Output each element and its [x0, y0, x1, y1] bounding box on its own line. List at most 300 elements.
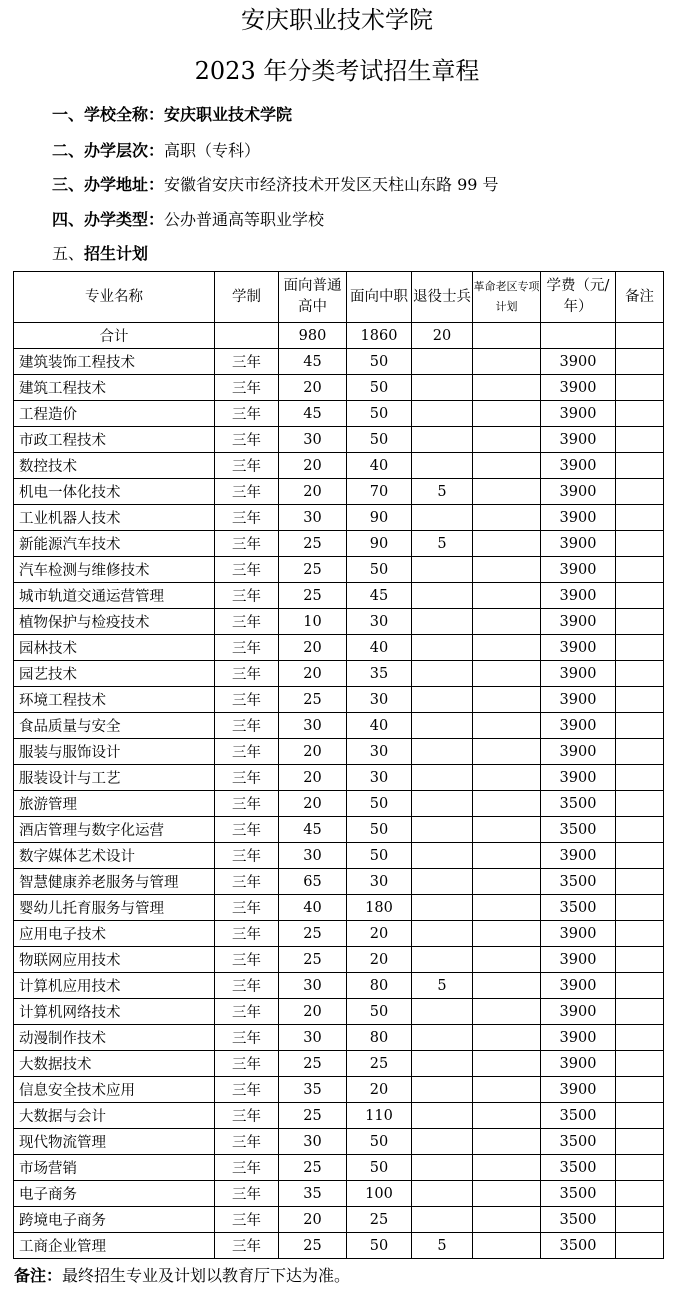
- cell-high-school: 20: [279, 739, 347, 765]
- cell-high-school: 25: [279, 687, 347, 713]
- cell-duration: 三年: [215, 609, 279, 635]
- cell-high-school: 25: [279, 921, 347, 947]
- cell-old-area: [473, 375, 541, 401]
- cell-remark: [616, 401, 664, 427]
- cell-remark: [616, 1025, 664, 1051]
- cell-tuition: 3900: [541, 739, 616, 765]
- cell-major-name: 大数据技术: [14, 1051, 215, 1077]
- cell-high-school: 30: [279, 713, 347, 739]
- footnote: [14, 1265, 350, 1287]
- cell-remark: [616, 973, 664, 999]
- cell-veterans: [412, 765, 473, 791]
- header-duration: 学制: [215, 272, 279, 323]
- cell-veterans: [412, 739, 473, 765]
- cell-veterans: [412, 635, 473, 661]
- cell-duration: 三年: [215, 583, 279, 609]
- cell-duration: 三年: [215, 999, 279, 1025]
- table-row: [14, 401, 664, 427]
- cell-remark: [616, 375, 664, 401]
- cell-old-area: [473, 661, 541, 687]
- cell-duration: 三年: [215, 817, 279, 843]
- cell-tuition: 3500: [541, 869, 616, 895]
- cell-old-area: [473, 1233, 541, 1259]
- total-veterans: 20: [412, 323, 473, 349]
- cell-vocational: 30: [347, 687, 412, 713]
- cell-duration: 三年: [215, 791, 279, 817]
- cell-veterans: [412, 687, 473, 713]
- cell-duration: 三年: [215, 713, 279, 739]
- cell-tuition: 3500: [541, 1103, 616, 1129]
- cell-veterans: [412, 791, 473, 817]
- cell-veterans: [412, 1181, 473, 1207]
- cell-duration: 三年: [215, 947, 279, 973]
- cell-remark: [616, 349, 664, 375]
- cell-remark: [616, 1051, 664, 1077]
- cell-tuition: 3500: [541, 1155, 616, 1181]
- cell-high-school: 25: [279, 1103, 347, 1129]
- cell-old-area: [473, 479, 541, 505]
- info-value: 安庆职业技术学院: [164, 105, 293, 124]
- cell-veterans: [412, 713, 473, 739]
- cell-high-school: 30: [279, 973, 347, 999]
- cell-vocational: 50: [347, 843, 412, 869]
- cell-high-school: 20: [279, 765, 347, 791]
- header-remark: 备注: [616, 272, 664, 323]
- table-row: [14, 895, 664, 921]
- cell-veterans: 5: [412, 973, 473, 999]
- cell-high-school: 25: [279, 531, 347, 557]
- cell-vocational: 50: [347, 817, 412, 843]
- cell-remark: [616, 843, 664, 869]
- cell-tuition: 3900: [541, 531, 616, 557]
- table-row: [14, 1129, 664, 1155]
- cell-duration: 三年: [215, 1155, 279, 1181]
- cell-veterans: [412, 505, 473, 531]
- cell-tuition: 3900: [541, 765, 616, 791]
- plan-heading-prefix: 五、: [52, 244, 85, 263]
- cell-major-name: 跨境电子商务: [14, 1207, 215, 1233]
- cell-tuition: 3900: [541, 583, 616, 609]
- total-high-school: 980: [279, 323, 347, 349]
- cell-duration: 三年: [215, 687, 279, 713]
- cell-veterans: [412, 453, 473, 479]
- cell-duration: 三年: [215, 557, 279, 583]
- cell-duration: 三年: [215, 1025, 279, 1051]
- cell-old-area: [473, 427, 541, 453]
- table-row: [14, 531, 664, 557]
- document-subtitle: 2023 年分类考试招生章程: [194, 57, 480, 85]
- cell-major-name: 服装与服饰设计: [14, 739, 215, 765]
- cell-duration: 三年: [215, 453, 279, 479]
- cell-major-name: 植物保护与检疫技术: [14, 609, 215, 635]
- total-label: 合计: [14, 323, 215, 349]
- cell-old-area: [473, 843, 541, 869]
- cell-tuition: 3900: [541, 947, 616, 973]
- cell-duration: 三年: [215, 635, 279, 661]
- cell-duration: 三年: [215, 843, 279, 869]
- cell-remark: [616, 1129, 664, 1155]
- cell-vocational: 80: [347, 1025, 412, 1051]
- cell-remark: [616, 453, 664, 479]
- cell-old-area: [473, 609, 541, 635]
- cell-tuition: 3900: [541, 609, 616, 635]
- table-row: [14, 1207, 664, 1233]
- info-label: 二、办学层次：: [52, 141, 165, 160]
- cell-major-name: 计算机网络技术: [14, 999, 215, 1025]
- cell-remark: [616, 869, 664, 895]
- cell-duration: 三年: [215, 1207, 279, 1233]
- total-row: [14, 323, 664, 349]
- cell-veterans: [412, 1077, 473, 1103]
- cell-major-name: 计算机应用技术: [14, 973, 215, 999]
- total-vocational: 1860: [347, 323, 412, 349]
- cell-old-area: [473, 1025, 541, 1051]
- cell-vocational: 25: [347, 1207, 412, 1233]
- cell-remark: [616, 1233, 664, 1259]
- info-label: 三、办学地址：: [52, 175, 165, 194]
- table-row: [14, 427, 664, 453]
- cell-high-school: 30: [279, 1025, 347, 1051]
- table-row: [14, 817, 664, 843]
- cell-remark: [616, 661, 664, 687]
- cell-duration: 三年: [215, 531, 279, 557]
- table-row: [14, 1077, 664, 1103]
- cell-remark: [616, 505, 664, 531]
- cell-major-name: 数控技术: [14, 453, 215, 479]
- cell-remark: [616, 531, 664, 557]
- cell-vocational: 50: [347, 1233, 412, 1259]
- cell-high-school: 45: [279, 349, 347, 375]
- header-tuition: 学费（元/年）: [541, 272, 616, 323]
- cell-remark: [616, 713, 664, 739]
- cell-veterans: [412, 921, 473, 947]
- cell-high-school: 30: [279, 843, 347, 869]
- cell-high-school: 10: [279, 609, 347, 635]
- cell-vocational: 30: [347, 869, 412, 895]
- info-value: 安徽省安庆市经济技术开发区天柱山东路 99 号: [164, 175, 499, 194]
- cell-veterans: [412, 1155, 473, 1181]
- table-row: [14, 947, 664, 973]
- cell-duration: 三年: [215, 375, 279, 401]
- header-veterans: 退役士兵: [412, 272, 473, 323]
- cell-duration: 三年: [215, 661, 279, 687]
- cell-veterans: [412, 1207, 473, 1233]
- cell-major-name: 工商企业管理: [14, 1233, 215, 1259]
- cell-remark: [616, 479, 664, 505]
- cell-old-area: [473, 531, 541, 557]
- cell-high-school: 20: [279, 453, 347, 479]
- cell-major-name: 新能源汽车技术: [14, 531, 215, 557]
- cell-vocational: 50: [347, 999, 412, 1025]
- cell-major-name: 服装设计与工艺: [14, 765, 215, 791]
- table-row: [14, 999, 664, 1025]
- cell-remark: [616, 1155, 664, 1181]
- cell-veterans: [412, 947, 473, 973]
- total-tuition: [541, 323, 616, 349]
- cell-major-name: 建筑工程技术: [14, 375, 215, 401]
- total-remark: [616, 323, 664, 349]
- cell-tuition: 3900: [541, 505, 616, 531]
- header-old-area-plan: 革命老区专项计划: [473, 272, 541, 323]
- cell-veterans: [412, 895, 473, 921]
- cell-high-school: 45: [279, 817, 347, 843]
- table-row: [14, 349, 664, 375]
- cell-tuition: 3900: [541, 999, 616, 1025]
- cell-vocational: 50: [347, 1129, 412, 1155]
- plan-heading-label: 招生计划: [84, 244, 149, 263]
- cell-major-name: 信息安全技术应用: [14, 1077, 215, 1103]
- cell-remark: [616, 765, 664, 791]
- cell-old-area: [473, 739, 541, 765]
- cell-veterans: [412, 1025, 473, 1051]
- cell-major-name: 智慧健康养老服务与管理: [14, 869, 215, 895]
- table-row: [14, 687, 664, 713]
- cell-high-school: 25: [279, 1051, 347, 1077]
- cell-remark: [616, 687, 664, 713]
- cell-high-school: 25: [279, 557, 347, 583]
- cell-vocational: 100: [347, 1181, 412, 1207]
- cell-remark: [616, 609, 664, 635]
- cell-high-school: 30: [279, 1129, 347, 1155]
- table-row: [14, 973, 664, 999]
- table-row: [14, 557, 664, 583]
- cell-vocational: 20: [347, 921, 412, 947]
- cell-old-area: [473, 817, 541, 843]
- cell-veterans: 5: [412, 531, 473, 557]
- cell-major-name: 工业机器人技术: [14, 505, 215, 531]
- table-row: [14, 791, 664, 817]
- cell-high-school: 35: [279, 1181, 347, 1207]
- cell-duration: 三年: [215, 505, 279, 531]
- cell-vocational: 90: [347, 505, 412, 531]
- cell-old-area: [473, 921, 541, 947]
- cell-vocational: 50: [347, 1155, 412, 1181]
- document-title: 安庆职业技术学院: [241, 6, 433, 34]
- cell-veterans: [412, 999, 473, 1025]
- cell-old-area: [473, 1181, 541, 1207]
- cell-major-name: 电子商务: [14, 1181, 215, 1207]
- cell-old-area: [473, 1051, 541, 1077]
- cell-major-name: 物联网应用技术: [14, 947, 215, 973]
- cell-high-school: 20: [279, 1207, 347, 1233]
- cell-high-school: 40: [279, 895, 347, 921]
- cell-major-name: 数字媒体艺术设计: [14, 843, 215, 869]
- cell-tuition: 3500: [541, 1233, 616, 1259]
- cell-veterans: [412, 427, 473, 453]
- table-row: [14, 1025, 664, 1051]
- cell-vocational: 40: [347, 635, 412, 661]
- cell-veterans: [412, 843, 473, 869]
- cell-tuition: 3900: [541, 1051, 616, 1077]
- cell-old-area: [473, 791, 541, 817]
- cell-high-school: 45: [279, 401, 347, 427]
- cell-high-school: 25: [279, 1233, 347, 1259]
- cell-remark: [616, 1181, 664, 1207]
- cell-veterans: [412, 1051, 473, 1077]
- cell-tuition: 3500: [541, 817, 616, 843]
- cell-vocational: 30: [347, 765, 412, 791]
- cell-duration: 三年: [215, 1051, 279, 1077]
- cell-old-area: [473, 895, 541, 921]
- cell-remark: [616, 817, 664, 843]
- table-header-row: [14, 272, 664, 323]
- cell-tuition: 3900: [541, 661, 616, 687]
- cell-vocational: 70: [347, 479, 412, 505]
- table-row: [14, 765, 664, 791]
- cell-tuition: 3900: [541, 635, 616, 661]
- header-vocational: 面向中职: [347, 272, 412, 323]
- cell-veterans: [412, 817, 473, 843]
- cell-high-school: 20: [279, 661, 347, 687]
- cell-tuition: 3900: [541, 687, 616, 713]
- info-value: 公办普通高等职业学校: [164, 210, 325, 229]
- cell-high-school: 25: [279, 947, 347, 973]
- table-row: [14, 453, 664, 479]
- cell-veterans: [412, 349, 473, 375]
- cell-major-name: 市政工程技术: [14, 427, 215, 453]
- cell-old-area: [473, 583, 541, 609]
- cell-vocational: 180: [347, 895, 412, 921]
- cell-high-school: 35: [279, 1077, 347, 1103]
- header-high-school: 面向普通高中: [279, 272, 347, 323]
- cell-old-area: [473, 635, 541, 661]
- cell-major-name: 城市轨道交通运营管理: [14, 583, 215, 609]
- table-row: [14, 921, 664, 947]
- cell-old-area: [473, 349, 541, 375]
- cell-duration: 三年: [215, 869, 279, 895]
- cell-duration: 三年: [215, 739, 279, 765]
- cell-veterans: [412, 661, 473, 687]
- cell-veterans: 5: [412, 1233, 473, 1259]
- cell-major-name: 市场营销: [14, 1155, 215, 1181]
- cell-major-name: 园艺技术: [14, 661, 215, 687]
- cell-veterans: [412, 583, 473, 609]
- table-row: [14, 635, 664, 661]
- cell-tuition: 3900: [541, 375, 616, 401]
- cell-old-area: [473, 401, 541, 427]
- info-school-name: [52, 103, 292, 127]
- cell-high-school: 25: [279, 1155, 347, 1181]
- cell-old-area: [473, 453, 541, 479]
- table-row: [14, 1233, 664, 1259]
- cell-veterans: [412, 375, 473, 401]
- cell-high-school: 20: [279, 791, 347, 817]
- cell-old-area: [473, 973, 541, 999]
- table-row: [14, 869, 664, 895]
- cell-tuition: 3900: [541, 349, 616, 375]
- cell-major-name: 机电一体化技术: [14, 479, 215, 505]
- cell-duration: 三年: [215, 1233, 279, 1259]
- cell-old-area: [473, 1129, 541, 1155]
- cell-major-name: 动漫制作技术: [14, 1025, 215, 1051]
- cell-tuition: 3900: [541, 973, 616, 999]
- cell-tuition: 3500: [541, 895, 616, 921]
- cell-duration: 三年: [215, 895, 279, 921]
- cell-tuition: 3900: [541, 843, 616, 869]
- cell-tuition: 3900: [541, 453, 616, 479]
- cell-remark: [616, 791, 664, 817]
- cell-veterans: [412, 557, 473, 583]
- cell-duration: 三年: [215, 349, 279, 375]
- cell-vocational: 80: [347, 973, 412, 999]
- cell-vocational: 35: [347, 661, 412, 687]
- cell-old-area: [473, 1207, 541, 1233]
- cell-veterans: 5: [412, 479, 473, 505]
- footnote-label: 备注：: [14, 1266, 63, 1285]
- cell-major-name: 环境工程技术: [14, 687, 215, 713]
- table-row: [14, 1155, 664, 1181]
- header-major-name: 专业名称: [14, 272, 215, 323]
- cell-duration: 三年: [215, 1129, 279, 1155]
- cell-old-area: [473, 505, 541, 531]
- cell-tuition: 3900: [541, 1077, 616, 1103]
- cell-old-area: [473, 557, 541, 583]
- cell-vocational: 50: [347, 557, 412, 583]
- table-row: [14, 505, 664, 531]
- table-row: [14, 479, 664, 505]
- cell-major-name: 应用电子技术: [14, 921, 215, 947]
- cell-remark: [616, 427, 664, 453]
- cell-remark: [616, 947, 664, 973]
- cell-duration: 三年: [215, 921, 279, 947]
- footnote-text: 最终招生专业及计划以教育厅下达为准。: [62, 1266, 351, 1285]
- enrollment-plan-table: [13, 271, 664, 1259]
- cell-tuition: 3900: [541, 713, 616, 739]
- info-label: 四、办学类型：: [52, 210, 165, 229]
- cell-high-school: 65: [279, 869, 347, 895]
- cell-veterans: [412, 1129, 473, 1155]
- cell-duration: 三年: [215, 973, 279, 999]
- cell-tuition: 3900: [541, 401, 616, 427]
- table-row: [14, 843, 664, 869]
- cell-vocational: 20: [347, 947, 412, 973]
- cell-duration: 三年: [215, 427, 279, 453]
- table-row: [14, 1051, 664, 1077]
- cell-vocational: 50: [347, 401, 412, 427]
- cell-tuition: 3900: [541, 427, 616, 453]
- cell-tuition: 3500: [541, 1207, 616, 1233]
- cell-remark: [616, 1077, 664, 1103]
- cell-high-school: 20: [279, 479, 347, 505]
- cell-high-school: 20: [279, 375, 347, 401]
- cell-old-area: [473, 1103, 541, 1129]
- cell-vocational: 50: [347, 349, 412, 375]
- cell-vocational: 50: [347, 791, 412, 817]
- cell-tuition: 3900: [541, 921, 616, 947]
- cell-old-area: [473, 947, 541, 973]
- info-address: [52, 173, 499, 197]
- info-value: 高职（专科）: [164, 141, 261, 160]
- table-row: [14, 739, 664, 765]
- cell-major-name: 旅游管理: [14, 791, 215, 817]
- cell-vocational: 30: [347, 739, 412, 765]
- cell-major-name: 现代物流管理: [14, 1129, 215, 1155]
- cell-vocational: 30: [347, 609, 412, 635]
- cell-major-name: 工程造价: [14, 401, 215, 427]
- cell-veterans: [412, 609, 473, 635]
- cell-high-school: 30: [279, 427, 347, 453]
- cell-remark: [616, 921, 664, 947]
- table-row: [14, 609, 664, 635]
- cell-high-school: 20: [279, 999, 347, 1025]
- cell-high-school: 25: [279, 583, 347, 609]
- cell-tuition: 3900: [541, 557, 616, 583]
- table-row: [14, 1103, 664, 1129]
- cell-remark: [616, 1103, 664, 1129]
- cell-remark: [616, 635, 664, 661]
- info-education-level: [52, 139, 260, 163]
- cell-remark: [616, 583, 664, 609]
